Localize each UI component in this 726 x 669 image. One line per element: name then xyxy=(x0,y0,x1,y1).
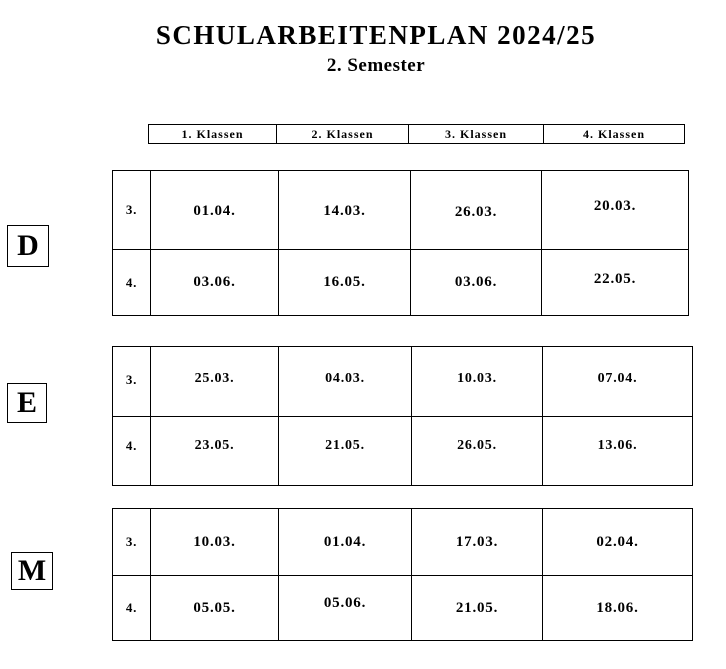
date-cell: 21.05. xyxy=(455,599,499,616)
date-cell: 01.04. xyxy=(193,202,236,219)
date-cell: 26.03. xyxy=(454,203,498,220)
row-number: 4. xyxy=(125,274,138,290)
subject-grid-m xyxy=(112,508,693,641)
date-cell: 05.05. xyxy=(193,599,236,616)
date-cell: 10.03. xyxy=(193,533,236,550)
row-number: 4. xyxy=(125,600,138,615)
date-cell: 17.03. xyxy=(455,533,499,550)
date-cell: 20.03. xyxy=(593,197,637,214)
date-cell: 03.06. xyxy=(193,274,236,290)
date-cell: 14.03. xyxy=(323,202,366,219)
page-subtitle: 2. Semester xyxy=(326,55,426,76)
page-title: SCHULARBEITENPLAN 2024/25 xyxy=(155,20,597,50)
column-header-3: 3. Klassen xyxy=(409,125,544,143)
subject-grid-d xyxy=(112,170,689,316)
row-number: 3. xyxy=(125,372,138,387)
date-cell: 22.05. xyxy=(593,270,637,287)
column-header-1: 1. Klassen xyxy=(149,125,277,143)
date-cell: 21.05. xyxy=(325,438,365,453)
date-cell: 16.05. xyxy=(323,274,366,290)
date-cell: 10.03. xyxy=(457,371,497,386)
date-cell: 13.06. xyxy=(597,438,638,453)
row-number: 3. xyxy=(125,202,138,217)
column-header-4: 4. Klassen xyxy=(582,126,645,141)
date-cell: 03.06. xyxy=(454,274,498,290)
column-header-2: 2. Klassen xyxy=(277,125,409,143)
date-cell: 07.04. xyxy=(597,371,638,386)
date-cell: 23.05. xyxy=(194,438,235,453)
row-number: 3. xyxy=(125,534,138,549)
subject-label-e: E xyxy=(7,383,47,423)
date-cell: 04.03. xyxy=(325,371,365,386)
date-cell: 25.03. xyxy=(194,371,235,386)
date-cell: 05.06. xyxy=(323,594,367,611)
date-cell: 01.04. xyxy=(323,533,367,550)
subject-grid-e xyxy=(112,346,693,486)
subject-label-m: M xyxy=(11,552,53,590)
row-number: 4. xyxy=(125,438,138,453)
column-header-row xyxy=(148,124,685,144)
date-cell: 18.06. xyxy=(596,599,639,616)
date-cell: 02.04. xyxy=(596,533,639,550)
subject-label-d: D xyxy=(7,225,49,267)
date-cell: 26.05. xyxy=(457,438,497,453)
